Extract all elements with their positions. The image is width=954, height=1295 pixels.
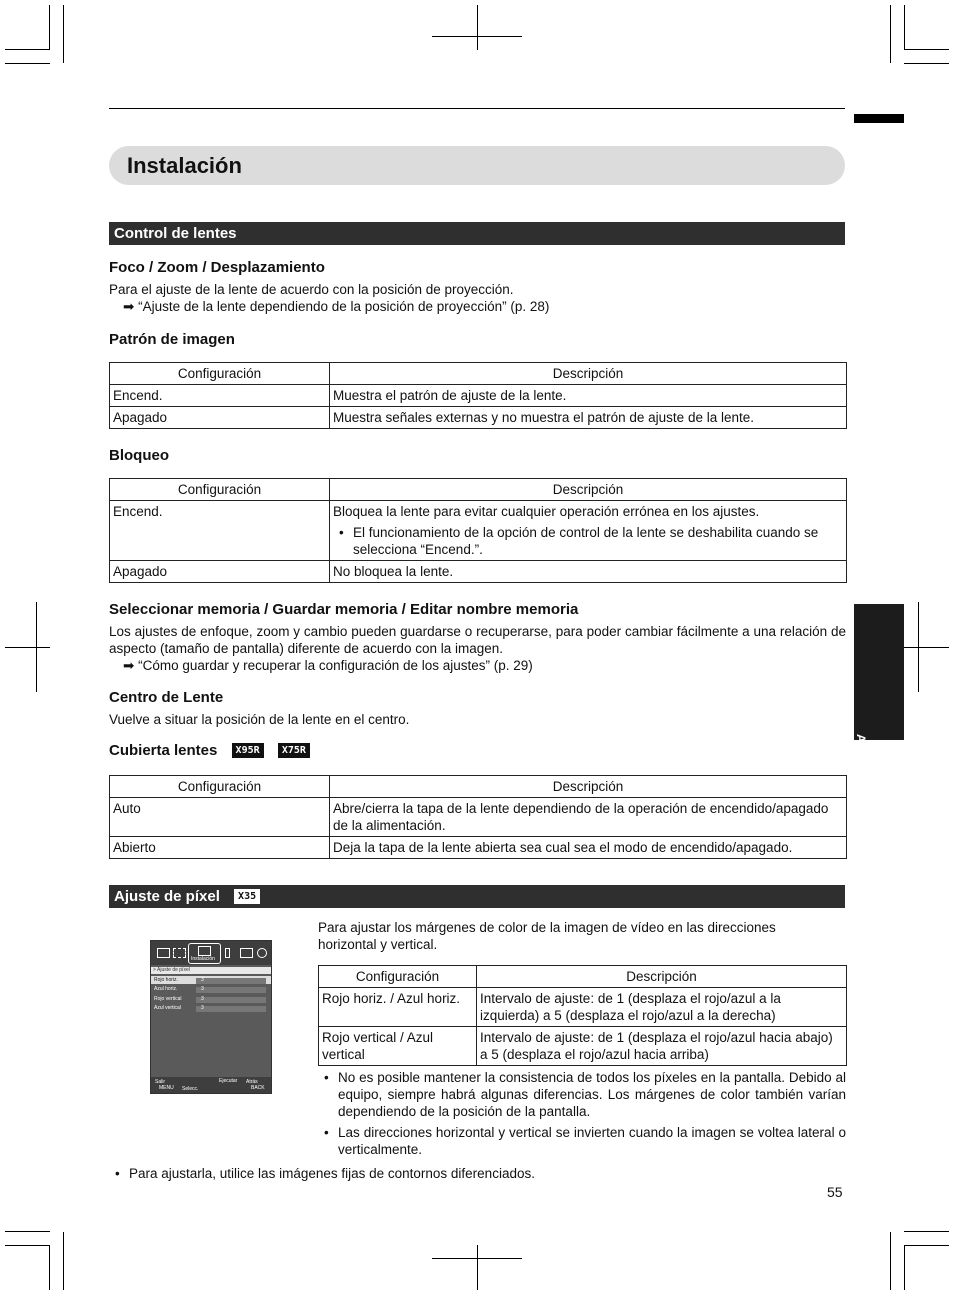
patron-table: [109, 362, 847, 429]
page-number: 55: [827, 1184, 843, 1200]
model-tag-x95r: X95R: [232, 743, 264, 758]
menu-item: Azul vertical: [154, 1005, 181, 1011]
arrow-icon: ➡: [123, 658, 135, 673]
cubierta-table: [109, 775, 847, 859]
table-row: [319, 1027, 847, 1066]
menu-screenshot: [150, 940, 272, 1094]
heading-foco: Foco / Zoom / Desplazamiento: [109, 259, 325, 276]
table-cell: Abierto: [110, 837, 330, 859]
pixel-table: [318, 965, 847, 1066]
table-header: Configuración: [110, 479, 330, 501]
page-title: Instalación: [127, 153, 242, 178]
note-bullet: • No es posible mantener la consistencia de todos los píxeles en la pantalla. Debido al equipo, siempre habrá algunas diferencias. Los márgenes de color también varían dependiendo de la posición de la pantalla.: [318, 1069, 846, 1120]
table-cell: Abre/cierra la tapa de la lente dependiendo de la operación de encendido/apagado de la alimentación.: [330, 798, 847, 837]
display-icon: [240, 948, 253, 958]
table-header: Descripción: [477, 966, 847, 988]
table-header: Configuración: [319, 966, 477, 988]
bloqueo-note: • El funcionamiento de la opción de control de la lente se deshabilita cuando se selecciona “Encend.”.: [333, 524, 843, 558]
picture-icon: [157, 948, 170, 958]
menu-value: 3: [201, 1005, 204, 1011]
wrench-icon: [225, 948, 230, 958]
slider-bar: [196, 987, 266, 993]
installation-tab: [188, 943, 221, 964]
cubierta-title: Cubierta lentes: [109, 742, 218, 759]
centro-text: Vuelve a situar la posición de la lente en el centro.: [109, 712, 410, 727]
table-row: [319, 988, 847, 1027]
table-header: Descripción: [330, 363, 847, 385]
section-header-pixel-adjust: [109, 885, 845, 908]
settings-icon: [173, 948, 186, 958]
footer-note: [109, 1165, 535, 1182]
heading-patron: Patrón de imagen: [109, 331, 235, 348]
slider-bar: [196, 978, 266, 984]
tab-label: Instalación: [191, 956, 215, 962]
note-bullet: • Las direcciones horizontal y vertical se invierten cuando la imagen se voltea lateral o verticalmente.: [318, 1124, 846, 1158]
table-header: Configuración: [110, 776, 330, 798]
menu-value: 3: [201, 986, 204, 992]
table-cell: [330, 501, 847, 561]
menu-value: 3: [201, 977, 204, 983]
table-header: Configuración: [110, 363, 330, 385]
page-title-bar: [109, 146, 845, 185]
table-header: Descripción: [330, 776, 847, 798]
table-cell: Rojo horiz. / Azul horiz.: [319, 988, 477, 1027]
heading-memoria: Seleccionar memoria / Guardar memoria / Editar nombre memoria: [109, 601, 579, 618]
model-tag-x75r: X75R: [278, 743, 310, 758]
table-cell: No bloquea la lente.: [330, 561, 847, 583]
memoria-ref-link[interactable]: “Cómo guardar y recuperar la configuración de los ajustes” (p. 29): [138, 658, 533, 673]
side-tab-label: Ajuste/Configuración: [854, 734, 868, 856]
table-cell: Apagado: [110, 407, 330, 429]
table-row: [110, 407, 847, 429]
table-cell: Intervalo de ajuste: de 1 (desplaza el rojo/azul a la izquierda) a 5 (desplaza el rojo/azul a la derecha): [477, 988, 847, 1027]
foco-text: Para el ajuste de la lente de acuerdo con la posición de proyección.: [109, 282, 514, 297]
menu-value: 3: [201, 996, 204, 1002]
section-title: Control de lentes: [114, 225, 237, 242]
table-cell: Encend.: [110, 385, 330, 407]
section-title: Ajuste de píxel: [114, 888, 220, 905]
menu-topbar: [151, 941, 271, 965]
table-row: [110, 837, 847, 859]
pixel-intro: Para ajustar los márgenes de color de la imagen de vídeo en las direcciones horizontal y vertical.: [318, 920, 776, 952]
model-tag-x35: X35: [234, 889, 260, 904]
header-rule: [109, 108, 845, 109]
info-icon: [257, 948, 267, 958]
back-label: Atrás: [246, 1079, 258, 1085]
breadcrumb-bar: [151, 967, 271, 974]
menu-footer: [151, 1077, 271, 1093]
bloqueo-desc: Bloquea la lente para evitar cualquier operación errónea en los ajustes.: [333, 504, 760, 519]
menu-item: Azul horiz.: [154, 986, 178, 992]
table-row: [110, 561, 847, 583]
table-row: [110, 798, 847, 837]
table-cell: Intervalo de ajuste: de 1 (desplaza el rojo/azul hacia abajo) a 5 (desplaza el rojo/azul hacia arriba): [477, 1027, 847, 1066]
exit-label: Salir: [155, 1079, 166, 1085]
header-marker: [854, 114, 904, 123]
bloqueo-table: [109, 478, 847, 583]
arrow-icon: ➡: [123, 299, 135, 314]
table-row: [110, 385, 847, 407]
side-tab: [854, 604, 904, 856]
memoria-reference: [123, 657, 533, 674]
section-title-wrap: [114, 888, 260, 905]
memoria-text: Los ajustes de enfoque, zoom y cambio pueden guardarse o recuperarse, para poder cambiar fácilmente a una relación de aspecto (tamaño de pantalla) diferente de acuerdo con la imagen.: [109, 624, 846, 656]
menu-key: MENU: [159, 1085, 174, 1091]
breadcrumb: > Ajuste de píxel: [153, 967, 190, 973]
section-header-lens-control: [109, 222, 845, 245]
projector-icon: [198, 946, 211, 956]
pixel-notes: [318, 1069, 846, 1158]
table-cell: Encend.: [110, 501, 330, 561]
foco-reference: [123, 298, 549, 315]
foco-ref-link[interactable]: “Ajuste de la lente dependiendo de la posición de proyección” (p. 28): [138, 299, 550, 314]
select-label: Selecc.: [182, 1086, 199, 1092]
slider-bar: [196, 997, 266, 1003]
table-cell: Muestra señales externas y no muestra el patrón de ajuste de la lente.: [330, 407, 847, 429]
table-cell: Deja la tapa de la lente abierta sea cual sea el modo de encendido/apagado.: [330, 837, 847, 859]
heading-cubierta: [109, 742, 310, 759]
slider-bar: [196, 1006, 266, 1012]
heading-bloqueo: Bloqueo: [109, 447, 169, 464]
note-bullet: • Para ajustarla, utilice las imágenes fijas de contornos diferenciados.: [109, 1165, 535, 1182]
menu-item: Rojo horiz.: [154, 977, 178, 983]
table-cell: Rojo vertical / Azul vertical: [319, 1027, 477, 1066]
back-key: BACK: [251, 1085, 265, 1091]
menu-item: Rojo vertical: [154, 996, 182, 1002]
table-cell: Auto: [110, 798, 330, 837]
execute-label: Ejecutar: [219, 1078, 238, 1084]
table-cell: Muestra el patrón de ajuste de la lente.: [330, 385, 847, 407]
table-header: Descripción: [330, 479, 847, 501]
table-row: [110, 501, 847, 561]
heading-centro: Centro de Lente: [109, 689, 224, 706]
table-cell: Apagado: [110, 561, 330, 583]
